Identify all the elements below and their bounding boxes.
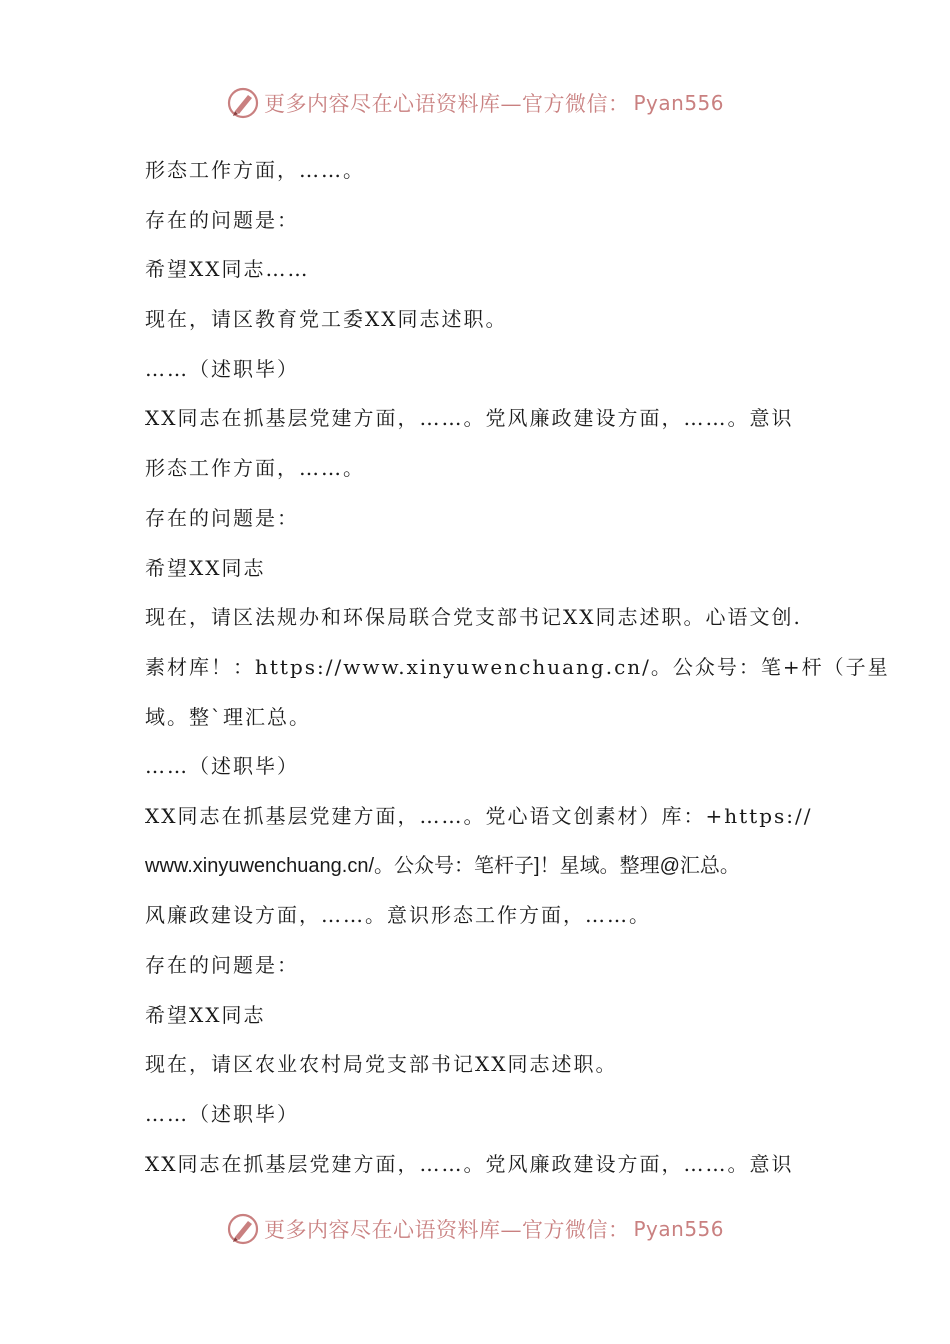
text-line: 存在的问题是： bbox=[145, 953, 299, 977]
pen-logo-icon bbox=[226, 1212, 260, 1246]
text-line: XX同志在抓基层党建方面，……。党风廉政建设方面，……。意识 bbox=[145, 406, 794, 431]
text-line: 形态工作方面，……。 bbox=[145, 456, 365, 481]
text-line: 希望XX同志…… bbox=[145, 257, 310, 282]
text-line: 存在的问题是： bbox=[145, 207, 299, 232]
footer-watermark bbox=[0, 1212, 950, 1246]
pen-logo-icon bbox=[226, 86, 260, 120]
text-line: 域。整`理汇总。 bbox=[145, 704, 311, 729]
text-line: 素材库！：https://www.xinyuwenchuang.cn/。公众号：笔+杆（子星 bbox=[145, 654, 890, 679]
watermark-text: 更多内容尽在心语资料库—官方微信： bbox=[263, 1218, 630, 1242]
watermark-wechat-id: Pyan556 bbox=[633, 91, 724, 115]
header-watermark bbox=[0, 86, 950, 120]
text-line: 风廉政建设方面，……。意识形态工作方面，……。 bbox=[145, 903, 651, 928]
text-line: XX同志在抓基层党建方面，……。党心语文创素材）库：+https:// bbox=[145, 803, 813, 828]
text-line: 存在的问题是： bbox=[145, 505, 299, 530]
text-line: ……（述职毕） bbox=[145, 1102, 299, 1127]
text-line: 形态工作方面，……。 bbox=[145, 158, 365, 182]
watermark-wechat-id: Pyan556 bbox=[633, 1217, 724, 1241]
text-line: XX同志在抓基层党建方面，……。党风廉政建设方面，……。意识 bbox=[145, 1151, 794, 1176]
text-line: ……（述职毕） bbox=[145, 356, 299, 381]
text-line: ……（述职毕） bbox=[145, 754, 299, 779]
text-line: 希望XX同志 bbox=[145, 1002, 266, 1027]
text-line: 现在，请区法规办和环保局联合党支部书记XX同志述职。心语文创. bbox=[145, 605, 802, 630]
watermark-text: 更多内容尽在心语资料库—官方微信： bbox=[263, 92, 630, 116]
text-line: www.xinyuwenchuang.cn/。公众号：笔杆子]！星域。整理@汇总。 bbox=[145, 854, 740, 877]
text-line: 现在，请区农业农村局党支部书记XX同志述职。 bbox=[145, 1052, 618, 1077]
text-line: 希望XX同志 bbox=[145, 555, 266, 580]
text-line: 现在，请区教育党工委XX同志述职。 bbox=[145, 307, 508, 332]
document-body bbox=[145, 146, 890, 1189]
